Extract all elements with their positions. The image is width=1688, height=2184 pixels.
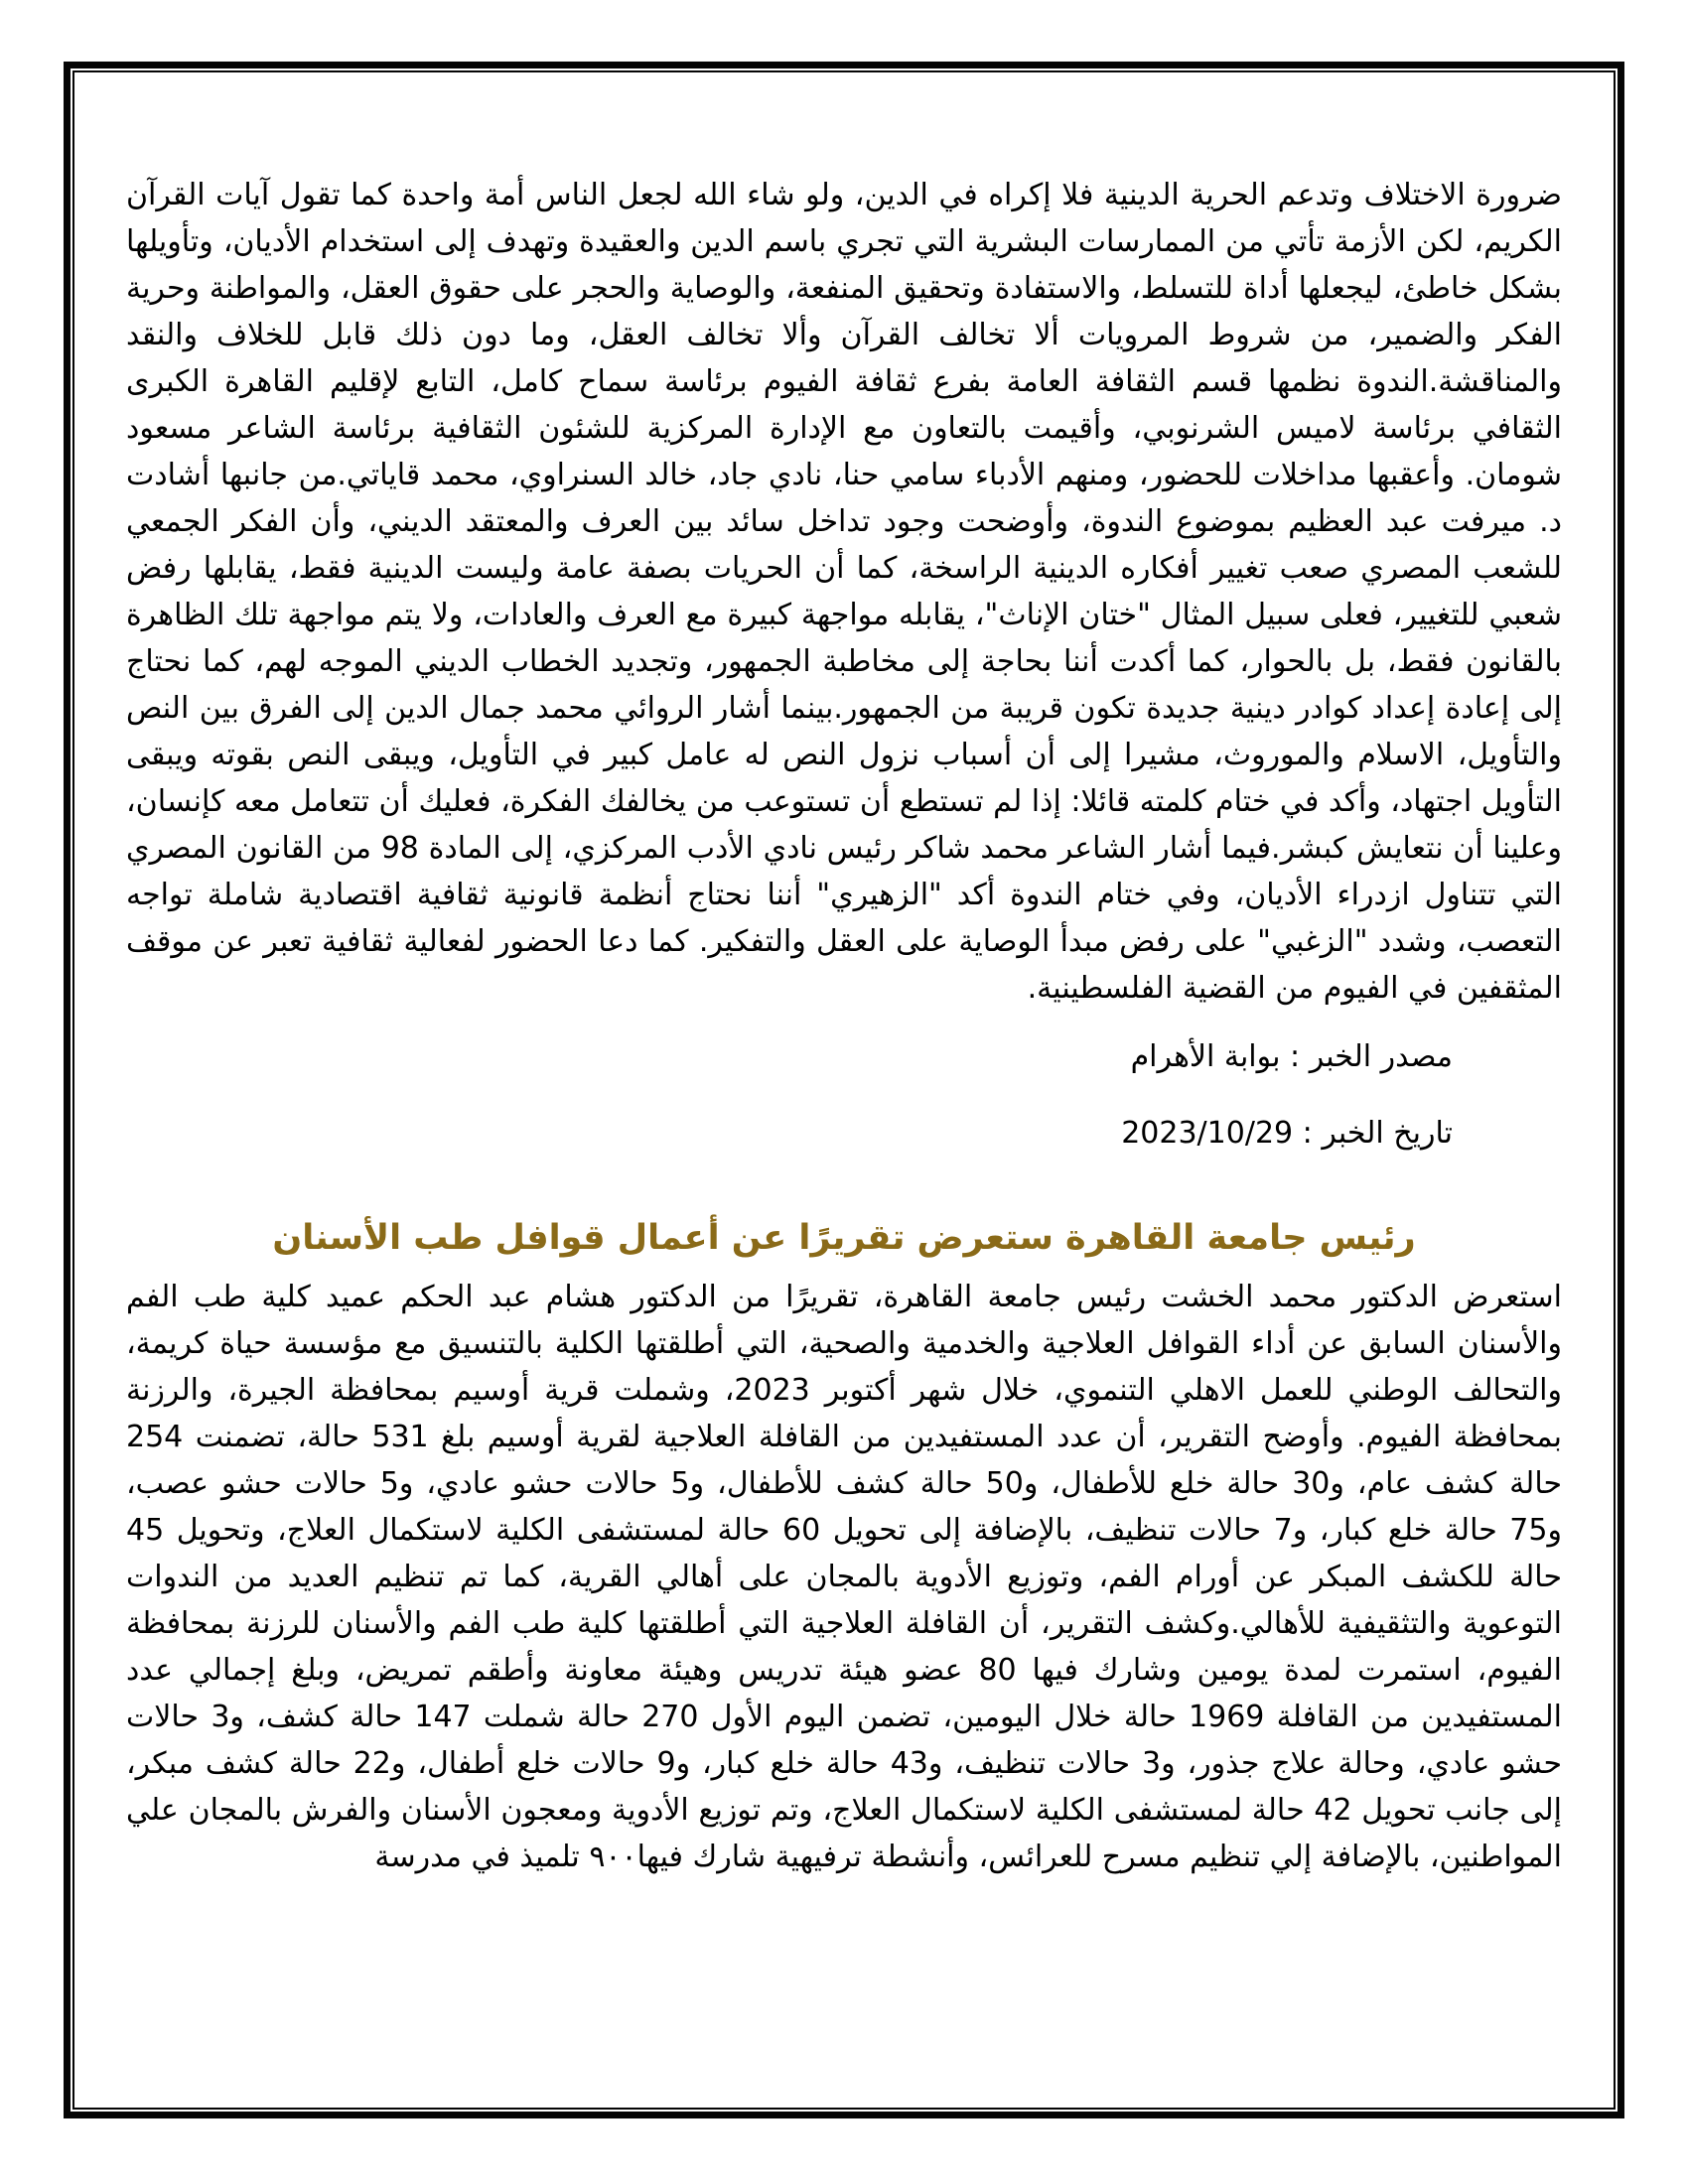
news-date-separator: : [1293,1116,1323,1151]
article-bottom-body: استعرض الدكتور محمد الخشت رئيس جامعة القاهرة، تقريرًا من الدكتور هشام عبد الحكم عميد كلية طب الفم والأسنان السابق عن أداء القوافل العلاجية والخدمية والصحية، التي أطلقتها الكلية بالتنسيق مع مؤسسة حياة كريمة، والتحالف الوطني للعمل الاهلي التنموي، خلال شهر أكتوبر 2023، وشملت قرية أوسيم بمحافظة الجيرة، والرزنة بمحافظة الفيوم. وأوضح التقرير، أن عدد المستفيدين من القافلة العلاجية لقرية أوسيم بلغ 531 حالة، تضمنت 254 حالة كشف عام، و30 حالة خلع للأطفال، و50 حالة كشف للأطفال، و5 حالات حشو عادي، و5 حالات حشو عصب، و75 حالة خلع كبار، و7 حالات تنظيف، بالإضافة إلى تحويل 60 حالة لمستشفى الكلية لاستكمال العلاج، وتحويل 45 حالة للكشف المبكر عن أورام الفم، وتوزيع الأدوية بالمجان على أهالي القرية، كما تم تنظيم العديد من الندوات التوعوية والتثقيفية للأهالي.وكشف التقرير، أن القافلة العلاجية التي أطلقتها كلية طب الفم والأسنان للرزنة بمحافظة الفيوم، استمرت لمدة يومين وشارك فيها 80 عضو هيئة تدريس وهيئة معاونة وأطقم تمريض، وبلغ إجمالي عدد المستفيدين من القافلة 1969 حالة خلال اليومين، تضمن اليوم الأول 270 حالة شملت 147 حالة كشف، و3 حالات حشو عادي، وحالة علاج جذور، و3 حالات تنظيف، و43 حالة خلع كبار، و9 حالات خلع أطفال، و22 حالة كشف مبكر، إلى جانب تحويل 42 حالة لمستشفى الكلية لاستكمال العلاج، وتم توزيع الأدوية ومعجون الأسنان والفرش بالمجان علي المواطنين، بالإضافة إلي تنظيم مسرح للعرائس، وأنشطة ترفيهية شارك فيها٩٠٠ تلميذ في مدرسة [126,1280,1563,1874]
article-top-body: ضرورة الاختلاف وتدعم الحرية الدينية فلا إكراه في الدين، ولو شاء الله لجعل الناس أمة واحدة كما تقول آيات القرآن الكريم، لكن الأزمة تأتي من الممارسات البشرية التي تجري باسم الدين والعقيدة وتهدف إلى استخدام الأديان، وتأويلها بشكل خاطئ، ليجعلها أداة للتسلط، والاستفادة وتحقيق المنفعة، والوصاية والحجر على حقوق العقل، والمواطنة وحرية الفكر والضمير، من شروط المرويات ألا تخالف القرآن وألا تخالف العقل، وما دون ذلك قابل للخلاف والنقد والمناقشة.الندوة نظمها قسم الثقافة العامة بفرع ثقافة الفيوم برئاسة سماح كامل، التابع لإقليم القاهرة الكبرى الثقافي برئاسة لاميس الشرنوبي، وأقيمت بالتعاون مع الإدارة المركزية للشئون الثقافية برئاسة الشاعر مسعود شومان. وأعقبها مداخلات للحضور، ومنهم الأدباء سامي حنا، نادي جاد، خالد السنراوي، محمد قاياتي.من جانبها أشادت د. ميرفت عبد العظيم بموضوع الندوة، وأوضحت وجود تداخل سائد بين العرف والمعتقد الديني، وأن الفكر الجمعي للشعب المصري صعب تغيير أفكاره الدينية الراسخة، كما أن الحريات بصفة عامة وليست الدينية فقط، يقابلها رفض شعبي للتغيير، فعلى سبيل المثال "ختان الإناث"، يقابله مواجهة كبيرة مع العرف والعادات، ولا يتم مواجهة تلك الظاهرة بالقانون فقط، بل بالحوار، كما أكدت أننا بحاجة إلى مخاطبة الجمهور، وتجديد الخطاب الديني الموجه لهم، كما نحتاج إلى إعادة إعداد كوادر دينية جديدة تكون قريبة من الجمهور.بينما أشار الروائي محمد جمال الدين إلى الفرق بين النص والتأويل، الاسلام والموروث، مشيرا إلى أن أسباب نزول النص له عامل كبير في التأويل، ويبقى النص بقوته ويبقى التأويل اجتهاد، وأكد في ختام كلمته قائلا: إذا لم تستطع أن تستوعب من يخالفك الفكرة، فعليك أن تتعامل معه كإنسان، وعلينا أن نتعايش كبشر.فيما أشار الشاعر محمد شاكر رئيس نادي الأدب المركزي، إلى المادة 98 من القانون المصري التي تتناول ازدراء الأديان، وفي ختام الندوة أكد "الزهيري" أننا نحتاج أنظمة قانونية ثقافية اقتصادية شاملة تواجه التعصب، وشدد "الزغبي" على رفض مبدأ الوصاية على العقل والتفكير. كما دعا الحضور لفعالية ثقافية تعبر عن موقف المثقفين في الفيوم من القضية الفلسطينية. [126,178,1562,1006]
page-border-frame [64,62,1624,2118]
page-border-inner-line [72,70,1616,2110]
news-date-line [126,1110,1453,1157]
news-source-separator: : [1280,1039,1310,1074]
news-source-label: مصدر الخبر [1309,1039,1453,1074]
page-content [74,72,1614,2108]
article-title: رئيس جامعة القاهرة ستعرض تقريرًا عن أعمال قوافل طب الأسنان [272,1218,1416,1258]
news-date-value: 2023/10/29 [1121,1116,1294,1151]
news-date-label: تاريخ الخبر [1322,1116,1453,1151]
news-source-line [126,1033,1453,1080]
news-source-value: بوابة الأهرام [1130,1039,1281,1074]
